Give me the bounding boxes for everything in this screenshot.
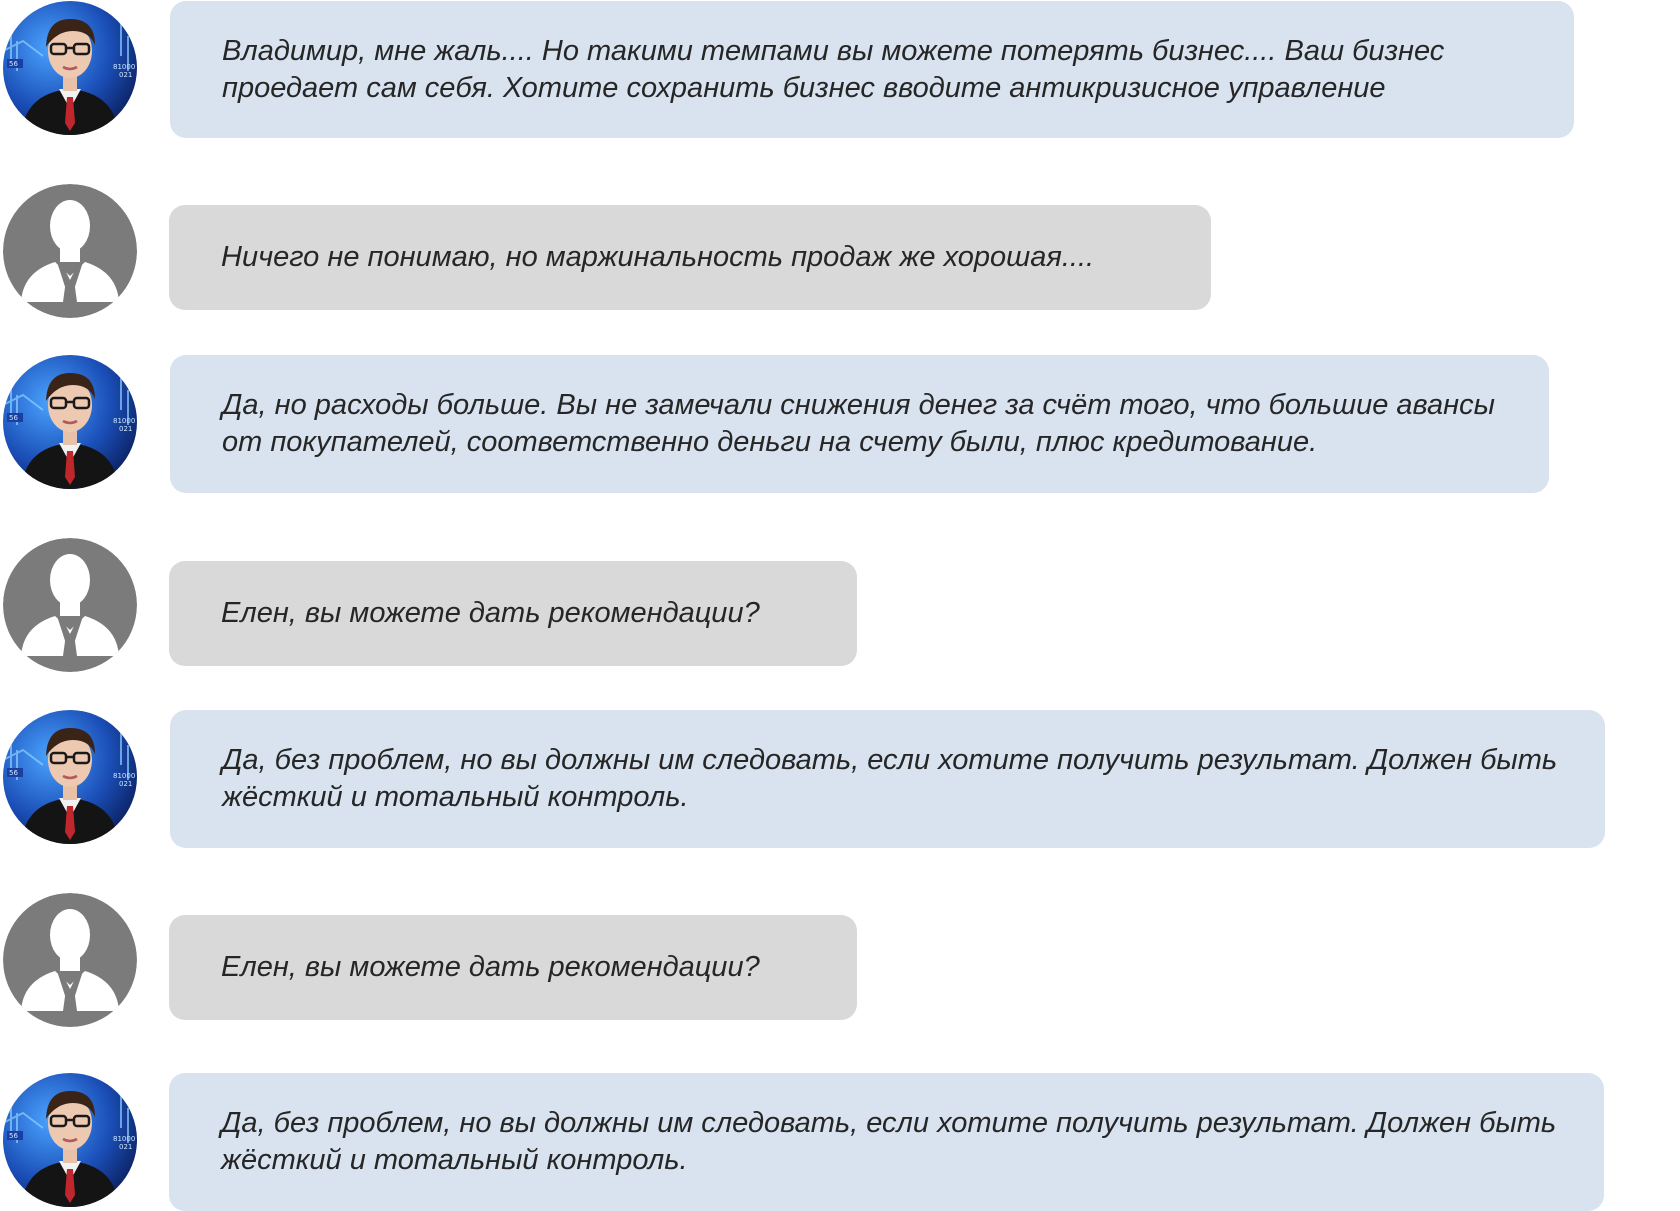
- svg-text:021: 021: [119, 425, 133, 433]
- message-text: Елен, вы можете дать рекомендации?: [221, 597, 760, 629]
- client-silhouette-icon: [3, 893, 137, 1027]
- coach-photo-avatar-icon: [3, 1073, 137, 1207]
- message-text: Владимир, мне жаль.... Но такими темпами вы можете потерять бизнес.... Ваш бизнес проедает сам себя. Хотите сохранить бизнес вводите антикризисное управление: [222, 34, 1445, 104]
- message-text: Да, но расходы больше. Вы не замечали снижения денег за счёт того, что большие авансы от покупателей, соответственно деньги на счету были, плюс кредитование.: [222, 389, 1495, 458]
- coach-photo-avatar-icon: [3, 355, 137, 489]
- coach-avatar: [3, 1073, 137, 1207]
- chat-message-bubble: [169, 205, 1211, 310]
- svg-text:56: 56: [9, 1132, 18, 1140]
- coach-photo-avatar-icon: [3, 710, 137, 844]
- chat-message-bubble: [169, 915, 857, 1020]
- svg-text:81000: 81000: [113, 63, 136, 71]
- message-text: Да, без проблем, но вы должны им следовать, если хотите получить результат. Должен быть жёсткий и тотальный контроль.: [221, 1107, 1557, 1176]
- coach-avatar: [3, 710, 137, 844]
- svg-text:81000: 81000: [113, 772, 136, 780]
- svg-text:56: 56: [9, 60, 18, 68]
- svg-text:81000: 81000: [113, 417, 136, 425]
- svg-text:021: 021: [119, 780, 133, 788]
- coach-avatar: [3, 355, 137, 489]
- coach-photo-avatar-icon: [3, 1, 137, 135]
- chat-message-bubble: [170, 355, 1549, 493]
- svg-text:56: 56: [9, 414, 18, 422]
- chat-message-bubble: [170, 710, 1605, 848]
- chat-message-bubble: [170, 1, 1574, 138]
- svg-text:81000: 81000: [113, 1135, 136, 1143]
- svg-text:021: 021: [119, 1143, 133, 1151]
- chat-message-bubble: [169, 561, 857, 666]
- client-avatar: [3, 893, 137, 1027]
- message-text: Да, без проблем, но вы должны им следовать, если хотите получить результат. Должен быть жёсткий и тотальный контроль.: [222, 744, 1558, 813]
- client-avatar: [3, 184, 137, 318]
- coach-avatar: [3, 1, 137, 135]
- message-text: Елен, вы можете дать рекомендации?: [221, 951, 760, 983]
- client-avatar: [3, 538, 137, 672]
- message-text: Ничего не понимаю, но маржинальность продаж же хорошая....: [221, 241, 1095, 273]
- svg-text:021: 021: [119, 71, 133, 79]
- svg-text:56: 56: [9, 769, 18, 777]
- client-silhouette-icon: [3, 184, 137, 318]
- chat-message-bubble: [169, 1073, 1604, 1211]
- client-silhouette-icon: [3, 538, 137, 672]
